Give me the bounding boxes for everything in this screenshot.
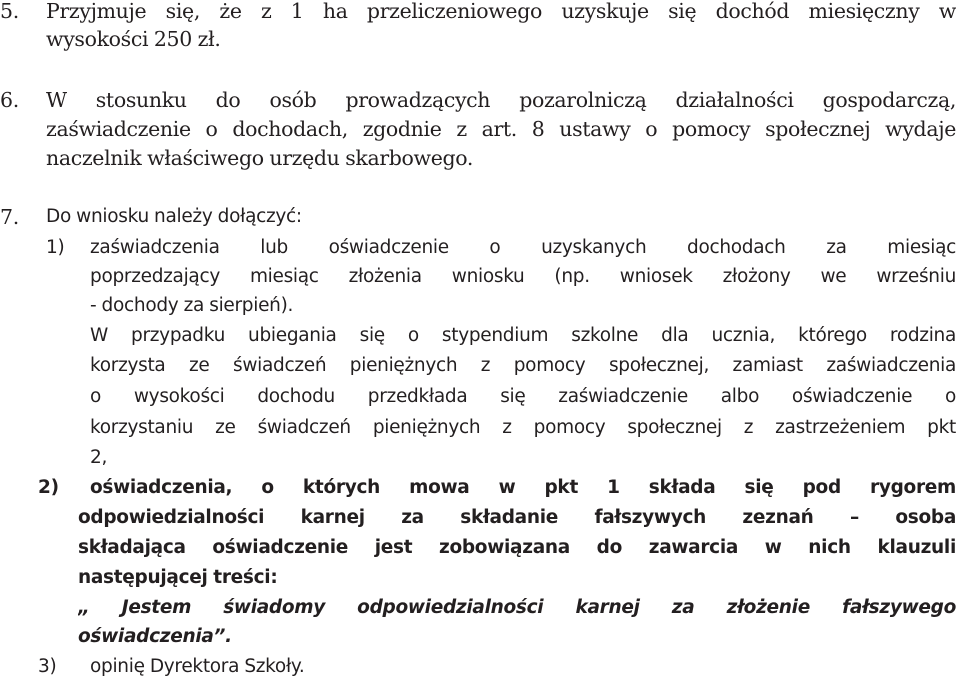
item-text-line: wysokości 250 zł.: [46, 27, 221, 51]
item-number: 5.: [0, 0, 19, 23]
subitem-text-line: odpowiedzialności karnej za składanie fałszywych zeznań – osoba: [78, 507, 956, 528]
subitem-text-line: następującej treści:: [78, 567, 278, 588]
item-text-line: Przyjmuje się, że z 1 ha przeliczeniowego uzyskuje się dochód miesięczny w: [46, 0, 956, 23]
note-text-line: W przypadku ubiegania się o stypendium szkolne dla ucznia, którego rodzina: [90, 325, 956, 346]
subitem-text-line: poprzedzający miesiąc złożenia wniosku (np. wniosek złożony we wrześniu: [90, 266, 956, 287]
clause-text-line: „ Jestem świadomy odpowiedzialności karnej za złożenie fałszywego: [78, 597, 956, 618]
subitem-text-line: składająca oświadczenie jest zobowiązana do zawarcia w nich klauzuli: [78, 537, 956, 558]
note-text-line: o wysokości dochodu przedkłada się zaświadczenie albo oświadczenie o: [90, 386, 956, 407]
subitem-number: 2): [38, 477, 59, 498]
item-text-line: naczelnik właściwego urzędu skarbowego.: [46, 146, 474, 170]
subitem-text-line: zaświadczenia lub oświadczenie o uzyskanych dochodach za miesiąc: [90, 237, 956, 258]
item-text-line: zaświadczenie o dochodach, zgodnie z art. 8 ustawy o pomocy społecznej wydaje: [46, 117, 956, 141]
clause-text-line: oświadczenia”.: [78, 626, 232, 647]
note-text-line: korzystaniu ze świadczeń pieniężnych z pomocy społecznej z zastrzeżeniem pkt: [90, 417, 956, 438]
item-number: 6.: [0, 88, 19, 112]
note-text-line: 2,: [90, 447, 108, 468]
subitem-number: 1): [46, 237, 65, 258]
item-heading: Do wniosku należy dołączyć:: [46, 206, 302, 227]
subitem-number: 3): [38, 656, 57, 677]
subitem-text-line: opinię Dyrektora Szkoły.: [90, 656, 305, 677]
item-text-line: W stosunku do osób prowadzących pozarolniczą działalności gospodarczą,: [46, 88, 956, 112]
subitem-text-line: - dochody za sierpień).: [90, 295, 294, 316]
note-text-line: korzysta ze świadczeń pieniężnych z pomocy społecznej, zamiast zaświadczenia: [90, 355, 956, 376]
item-number: 7.: [0, 205, 19, 229]
subitem-text-line: oświadczenia, o których mowa w pkt 1 składa się pod rygorem: [90, 477, 956, 498]
